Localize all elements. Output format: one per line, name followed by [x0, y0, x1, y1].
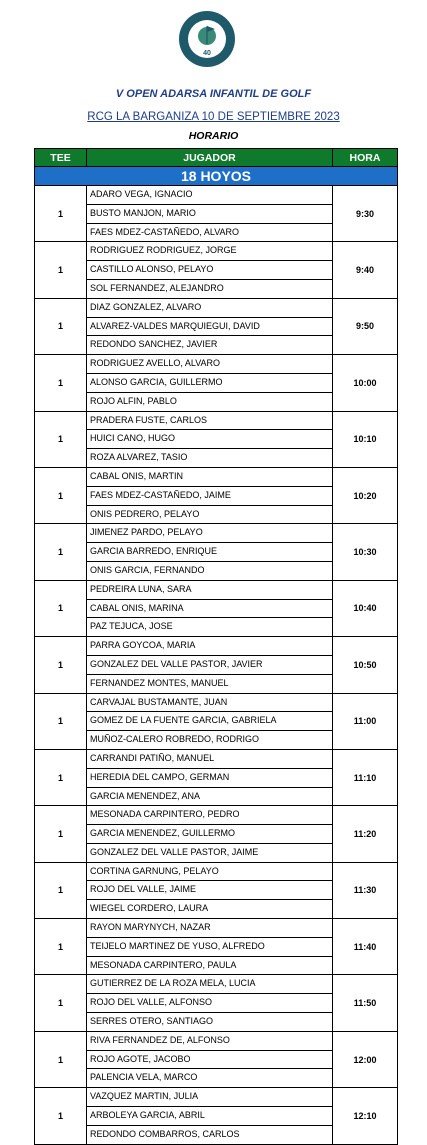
tee-time-group	[35, 637, 398, 693]
player-name: CASTILLO ALONSO, PELAYO	[87, 261, 332, 280]
player-name: ROJO DEL VALLE, JAIME	[87, 881, 332, 900]
player-list	[87, 355, 333, 411]
tee-time-group	[35, 186, 398, 242]
tee-number: 1	[35, 467, 87, 523]
col-header-time: HORA	[333, 149, 398, 167]
player-name: PALENCIA VELA, MARCO	[90, 1072, 198, 1083]
player-list	[87, 186, 333, 242]
player-list	[87, 298, 333, 354]
tee-number: 1	[35, 749, 87, 805]
player-name: PEDREIRA LUNA, SARA	[87, 581, 332, 600]
tee-time: 10:40	[333, 580, 398, 636]
tee-time-group	[35, 975, 398, 1031]
player-name: FAES MDEZ-CASTAÑEDO, JAIME	[87, 487, 332, 506]
tee-time-group	[35, 806, 398, 862]
player-name: GONZALEZ DEL VALLE PASTOR, JAVIER	[87, 656, 332, 675]
tee-time-group	[35, 1088, 398, 1144]
tee-time-group	[35, 862, 398, 918]
player-name: MESONADA CARPINTERO, PEDRO	[87, 806, 332, 825]
tee-time: 12:10	[333, 1088, 398, 1144]
tee-time-group	[35, 467, 398, 523]
player-name: GARCIA MENENDEZ, GUILLERMO	[87, 825, 332, 844]
player-list	[87, 637, 333, 693]
tee-time: 12:00	[333, 1031, 398, 1087]
player-name: FERNANDEZ MONTES, MANUEL	[90, 677, 229, 688]
col-header-tee: TEE	[35, 149, 87, 167]
player-name: PRADERA FUSTE, CARLOS	[87, 412, 332, 431]
tee-time: 10:00	[333, 355, 398, 411]
player-list	[87, 580, 333, 636]
tee-time: 10:30	[333, 524, 398, 580]
player-name: ARBOLEYA GARCIA, ABRIL	[87, 1107, 332, 1126]
tee-time: 11:10	[333, 749, 398, 805]
player-name: SOL FERNANDEZ, ALEJANDRO	[90, 282, 224, 293]
player-name: CABAL ONIS, MARTIN	[87, 468, 332, 487]
player-name: BUSTO MANJON, MARIO	[87, 205, 332, 224]
player-name: RIVA FERNANDEZ DE, ALFONSO	[87, 1032, 332, 1051]
player-name: REDONDO COMBARROS, CARLOS	[90, 1128, 240, 1139]
schedule-subtitle: HORARIO	[188, 130, 239, 142]
player-name: SERRES OTERO, SANTIAGO	[90, 1016, 214, 1027]
player-name: DIAZ GONZALEZ, ALVARO	[87, 299, 332, 318]
event-title: V OPEN ADARSA INFANTIL DE GOLF	[115, 88, 312, 100]
player-name: TEIJELO MARTINEZ DE YUSO, ALFREDO	[87, 938, 332, 957]
player-list	[87, 749, 333, 805]
player-name: HUICI CANO, HUGO	[87, 430, 332, 449]
player-name: GUTIERREZ DE LA ROZA MELA, LUCIA	[87, 975, 332, 994]
tee-number: 1	[35, 919, 87, 975]
tee-time: 9:50	[333, 298, 398, 354]
tee-time-group	[35, 242, 398, 298]
tee-number: 1	[35, 411, 87, 467]
tee-number: 1	[35, 242, 87, 298]
player-name: REDONDO SANCHEZ, JAVIER	[90, 339, 218, 350]
player-name: ROJO AGOTE, JACOBO	[87, 1051, 332, 1070]
player-name: ONIS PEDRERO, PELAYO	[90, 508, 200, 519]
tee-time-group	[35, 298, 398, 354]
player-name: CABAL ONIS, MARINA	[87, 600, 332, 619]
player-list	[87, 1031, 333, 1087]
player-name: ALONSO GARCIA, GUILLERMO	[87, 374, 332, 393]
player-list	[87, 411, 333, 467]
tee-number: 1	[35, 298, 87, 354]
player-list	[87, 693, 333, 749]
schedule-table	[34, 148, 398, 1145]
player-name: GOMEZ DE LA FUENTE GARCIA, GABRIELA	[87, 712, 332, 731]
tee-number: 1	[35, 580, 87, 636]
tee-time: 10:20	[333, 467, 398, 523]
player-name: ONIS GARCIA, FERNANDO	[90, 564, 205, 575]
venue-date: RCG LA BARGANIZA 10 DE SEPTIEMBRE 2023	[87, 111, 340, 123]
player-list	[87, 467, 333, 523]
player-name: CARVAJAL BUSTAMANTE, JUAN	[87, 694, 332, 713]
player-list	[87, 975, 333, 1031]
section-header: 18 HOYOS	[35, 167, 398, 186]
tee-time-group	[35, 524, 398, 580]
tee-time: 10:10	[333, 411, 398, 467]
player-list	[87, 806, 333, 862]
player-list	[87, 919, 333, 975]
player-list	[87, 862, 333, 918]
player-name: ROZA ALVAREZ, TASIO	[90, 452, 188, 463]
player-name: PARRA GOYCOA, MARIA	[87, 637, 332, 656]
player-list	[87, 524, 333, 580]
tee-time-group	[35, 693, 398, 749]
logo-number: 40	[203, 50, 211, 57]
tee-time: 11:00	[333, 693, 398, 749]
tee-time-group	[35, 749, 398, 805]
player-name: HEREDIA DEL CAMPO, GERMAN	[87, 769, 332, 788]
player-name: MESONADA CARPINTERO, PAULA	[90, 959, 237, 970]
tee-time: 11:20	[333, 806, 398, 862]
tee-number: 1	[35, 186, 87, 242]
tee-number: 1	[35, 355, 87, 411]
tee-time-group	[35, 919, 398, 975]
player-name: RAYON MARYNYCH, NAZAR	[87, 919, 332, 938]
tee-number: 1	[35, 1088, 87, 1144]
tee-number: 1	[35, 806, 87, 862]
tee-number: 1	[35, 693, 87, 749]
tee-time: 11:40	[333, 919, 398, 975]
player-name: GARCIA BARREDO, ENRIQUE	[87, 543, 332, 562]
player-name: PAZ TEJUCA, JOSE	[90, 621, 173, 632]
player-name: VAZQUEZ MARTIN, JULIA	[87, 1088, 332, 1107]
player-name: ROJO ALFIN, PABLO	[90, 395, 177, 406]
player-name: WIEGEL CORDERO, LAURA	[90, 903, 209, 914]
player-name: RODRIGUEZ RODRIGUEZ, JORGE	[87, 242, 332, 261]
player-name: ROJO DEL VALLE, ALFONSO	[87, 994, 332, 1013]
player-name: CORTINA GARNUNG, PELAYO	[87, 863, 332, 882]
player-name: ALVAREZ-VALDES MARQUIEGUI, DAVID	[87, 318, 332, 337]
player-name: MUÑOZ-CALERO ROBREDO, RODRIGO	[90, 734, 260, 745]
tee-time-group	[35, 411, 398, 467]
tee-number: 1	[35, 637, 87, 693]
player-name: RODRIGUEZ AVELLO, ALVARO	[87, 355, 332, 374]
club-logo	[178, 10, 236, 68]
player-name: FAES MDEZ-CASTAÑEDO, ALVARO	[90, 226, 240, 237]
tee-time: 10:50	[333, 637, 398, 693]
tee-number: 1	[35, 1031, 87, 1087]
player-name: GONZALEZ DEL VALLE PASTOR, JAIME	[90, 846, 259, 857]
tee-time: 11:50	[333, 975, 398, 1031]
player-list	[87, 242, 333, 298]
player-list	[87, 1088, 333, 1144]
col-header-player: JUGADOR	[87, 149, 333, 167]
tee-time-group	[35, 1031, 398, 1087]
tee-number: 1	[35, 524, 87, 580]
tee-time-group	[35, 355, 398, 411]
tee-time: 9:40	[333, 242, 398, 298]
tee-number: 1	[35, 862, 87, 918]
tee-number: 1	[35, 975, 87, 1031]
tee-time-group	[35, 580, 398, 636]
player-name: CARRANDI PATIÑO, MANUEL	[87, 750, 332, 769]
player-name: JIMENEZ PARDO, PELAYO	[87, 524, 332, 543]
player-name: ADARO VEGA, IGNACIO	[87, 186, 332, 205]
tee-time: 9:30	[333, 186, 398, 242]
tee-time: 11:30	[333, 862, 398, 918]
player-name: GARCIA MENENDEZ, ANA	[90, 790, 201, 801]
